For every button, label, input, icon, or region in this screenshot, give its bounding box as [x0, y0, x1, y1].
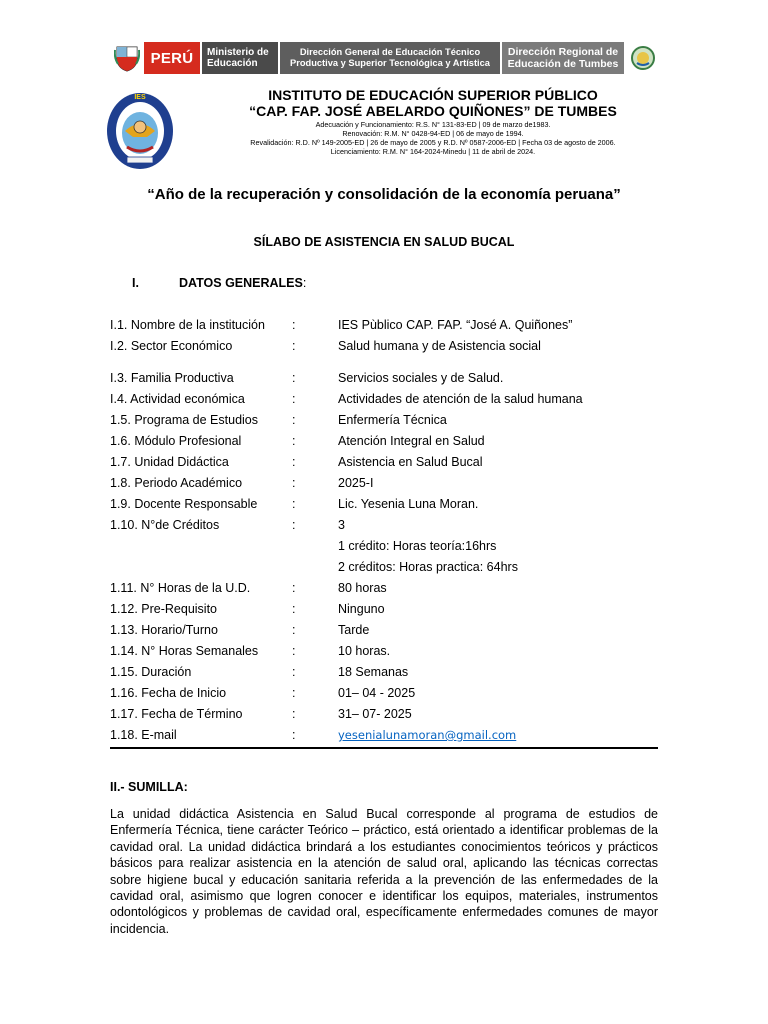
data-row: 1 crédito: Horas teoría:16hrs — [338, 539, 497, 553]
regional-emblem-icon — [628, 42, 658, 74]
data-row: 1.12. Pre-Requisito : Ninguno — [110, 602, 385, 616]
data-row: I.3. Familia Productiva : Servicios sociales y de Salud. — [110, 371, 504, 385]
data-row: 1.6. Módulo Profesional : Atención Integral en Salud — [110, 434, 485, 448]
data-row: 1.11. N° Horas de la U.D. : 80 horas — [110, 581, 387, 595]
legal-info-line: Adecuación y Funcionamiento: R.S. N° 131-83-ED | 09 de marzo de1983. — [315, 120, 551, 129]
document-title: SÍLABO DE ASISTENCIA EN SALUD BUCAL — [253, 235, 515, 249]
peru-coat-of-arms-icon — [112, 42, 142, 74]
data-row: 1.17. Fecha de Término : 31– 07- 2025 — [110, 707, 412, 721]
data-row: I.2. Sector Económico : Salud humana y de Asistencia social — [110, 339, 541, 353]
ministry-label: Ministerio de Educación — [202, 42, 278, 74]
data-row: 1.5. Programa de Estudios : Enfermería Técnica — [110, 413, 447, 427]
data-row: 1.10. N°de Créditos : 3 — [110, 518, 345, 532]
sumilla-paragraph: La unidad didáctica Asistencia en Salud Bucal corresponde al programa de estudios de Enfermería Técnica, tiene carácter Teórico – práctico, está orientado a identificar problemas de la cavidad oral. La unidad didáctica brindará a los estudiantes conocimientos teóricos y prácticos básicos para realizar asistencia en la atención de salud oral, aplicando las técnicas correctas sobre higiene bucal y educación sanitaria referida a la prevención de las enfermedades de la cavidad oral, asimismo que logren conocer e identificar los equipos, materiales, instrumentos odontológicos y problemas de cavidad oral, específicamente enfermedades comunes de mayor incidencia. — [110, 807, 658, 936]
institute-title — [220, 87, 646, 119]
data-row: 1.14. N° Horas Semanales : 10 horas. — [110, 644, 391, 658]
institute-title-line1: INSTITUTO DE EDUCACIÓN SUPERIOR PÚBLICO — [268, 87, 598, 103]
data-row: 2 créditos: Horas practica: 64hrs — [338, 560, 518, 574]
data-row: I.4. Actividad económica : Actividades de atención de la salud humana — [110, 392, 583, 406]
institute-logo-text: IES — [134, 94, 146, 101]
direction-general-label: Dirección General de Educación Técnico Productiva y Superior Tecnológica y Artística — [280, 42, 500, 74]
data-row: 1.13. Horario/Turno : Tarde — [110, 623, 370, 637]
government-header — [112, 42, 660, 74]
data-row: 1.9. Docente Responsable : Lic. Yesenia Luna Moran. — [110, 497, 479, 511]
institute-legal-info — [220, 120, 646, 156]
legal-info-line: Licenciamiento: R.M. N° 164-2024-Minedu | 11 de abril de 2024. — [330, 147, 536, 156]
institute-logo — [105, 87, 175, 171]
data-row: 1.7. Unidad Didáctica : Asistencia en Salud Bucal — [110, 455, 483, 469]
data-row: 1.16. Fecha de Inicio : 01– 04 - 2025 — [110, 686, 416, 700]
data-row: 1.8. Periodo Académico : 2025-I — [110, 476, 374, 490]
institute-title-line2: “CAP. FAP. JOSÉ ABELARDO QUIÑONES” DE TUMBES — [249, 103, 617, 119]
general-data-table — [110, 315, 658, 749]
section-1-number: I. — [132, 276, 139, 290]
year-motto: “Año de la recuperación y consolidación de la economía peruana” — [147, 186, 621, 203]
data-row: 1.15. Duración : 18 Semanas — [110, 665, 409, 679]
peru-label: PERÚ — [144, 42, 200, 74]
legal-info-line: Revalidación: R.D. Nº 149-2005-ED | 26 de mayo de 2005 y R.D. Nº 0587-2006-ED | Fecha 03 de agosto de 2006. — [250, 138, 616, 147]
legal-info-line: Renovación: R.M. N° 0428-94-ED | 06 de mayo de 1994. — [342, 129, 524, 138]
email-link[interactable]: yesenialunamoran@gmail.com — [338, 728, 517, 742]
section-1-heading: DATOS GENERALES: — [179, 276, 307, 290]
direction-regional-label: Dirección Regional de Educación de Tumbes — [502, 42, 624, 74]
data-row: I.1. Nombre de la institución : IES Pùblico CAP. FAP. “José A. Quiñones” — [110, 318, 573, 332]
data-row: 1.18. E-mail : yesenialunamoran@gmail.com — [110, 725, 658, 749]
section-2-heading: II.- SUMILLA: — [110, 780, 188, 794]
